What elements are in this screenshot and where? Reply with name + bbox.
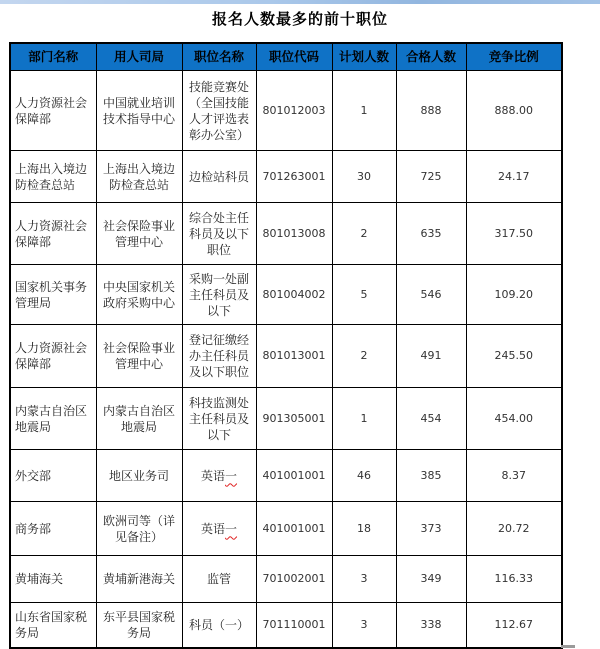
cell-qualified: 373 [396, 502, 466, 556]
cell-ratio: 888.00 [466, 71, 562, 151]
cell-code: 401001001 [256, 502, 332, 556]
spellcheck-squiggle: 一 [225, 468, 238, 483]
cell-qualified: 888 [396, 71, 466, 151]
table-row [10, 265, 562, 325]
cell-bureau: 上海出入境边防检查总站 [96, 151, 182, 203]
table-body [10, 71, 562, 648]
cell-dept: 山东省国家税务局 [10, 603, 96, 648]
cell-code: 801012003 [256, 71, 332, 151]
cell-position: 科技监测处主任科员及以下 [182, 388, 256, 450]
cell-planned: 3 [332, 556, 396, 603]
cell-qualified: 635 [396, 203, 466, 265]
cell-planned: 46 [332, 450, 396, 502]
cell-dept: 人力资源社会保障部 [10, 203, 96, 265]
table-row [10, 502, 562, 556]
cell-ratio: 24.17 [466, 151, 562, 203]
cell-bureau: 黄埔新港海关 [96, 556, 182, 603]
window-top-strip [0, 0, 600, 4]
cell-bureau: 内蒙古自治区地震局 [96, 388, 182, 450]
cell-code: 801004002 [256, 265, 332, 325]
cell-position: 边检站科员 [182, 151, 256, 203]
header-cell-code: 职位代码 [256, 43, 332, 71]
cell-dept: 人力资源社会保障部 [10, 71, 96, 151]
cell-bureau: 中国就业培训技术指导中心 [96, 71, 182, 151]
cell-position: 采购一处副主任科员及以下 [182, 265, 256, 325]
cell-position: 监管 [182, 556, 256, 603]
cell-planned: 1 [332, 71, 396, 151]
table-row [10, 151, 562, 203]
cell-position: 英语一 [182, 450, 256, 502]
cell-qualified: 385 [396, 450, 466, 502]
table-row [10, 325, 562, 388]
cell-bureau: 社会保险事业管理中心 [96, 203, 182, 265]
cell-dept: 上海出入境边防检查总站 [10, 151, 96, 203]
cell-ratio: 245.50 [466, 325, 562, 388]
cell-dept: 人力资源社会保障部 [10, 325, 96, 388]
header-cell-dept: 部门名称 [10, 43, 96, 71]
table-row [10, 71, 562, 151]
cell-planned: 18 [332, 502, 396, 556]
table-row [10, 556, 562, 603]
cell-ratio: 8.37 [466, 450, 562, 502]
positions-table [9, 42, 563, 649]
table-header [10, 43, 562, 71]
cell-code: 701263001 [256, 151, 332, 203]
cell-bureau: 地区业务司 [96, 450, 182, 502]
cell-position: 综合处主任科员及以下职位 [182, 203, 256, 265]
cell-ratio: 109.20 [466, 265, 562, 325]
cell-dept: 国家机关事务管理局 [10, 265, 96, 325]
cell-ratio: 112.67 [466, 603, 562, 648]
cell-bureau: 中央国家机关政府采购中心 [96, 265, 182, 325]
cell-qualified: 338 [396, 603, 466, 648]
header-row [10, 43, 562, 71]
spellcheck-squiggle: 一 [225, 521, 238, 536]
header-cell-bureau: 用人司局 [96, 43, 182, 71]
cell-ratio: 454.00 [466, 388, 562, 450]
cell-dept: 内蒙古自治区地震局 [10, 388, 96, 450]
cell-code: 701110001 [256, 603, 332, 648]
header-cell-qualified: 合格人数 [396, 43, 466, 71]
cell-code: 401001001 [256, 450, 332, 502]
table-row [10, 203, 562, 265]
cell-position: 技能竞赛处（全国技能人才评选表彰办公室） [182, 71, 256, 151]
table-row [10, 450, 562, 502]
cell-bureau: 东平县国家税务局 [96, 603, 182, 648]
cell-qualified: 546 [396, 265, 466, 325]
cell-planned: 30 [332, 151, 396, 203]
cell-ratio: 317.50 [466, 203, 562, 265]
cell-code: 801013001 [256, 325, 332, 388]
cell-bureau: 社会保险事业管理中心 [96, 325, 182, 388]
cell-planned: 3 [332, 603, 396, 648]
cell-bureau: 欧洲司等（详见备注） [96, 502, 182, 556]
page-title: 报名人数最多的前十职位 [211, 10, 388, 28]
header-cell-ratio: 竞争比例 [466, 43, 562, 71]
cell-code: 701002001 [256, 556, 332, 603]
cell-ratio: 20.72 [466, 502, 562, 556]
cell-dept: 黄埔海关 [10, 556, 96, 603]
cell-planned: 2 [332, 203, 396, 265]
cell-planned: 5 [332, 265, 396, 325]
cell-position: 英语一 [182, 502, 256, 556]
table-row [10, 388, 562, 450]
cell-dept: 商务部 [10, 502, 96, 556]
cell-qualified: 725 [396, 151, 466, 203]
header-cell-planned: 计划人数 [332, 43, 396, 71]
cell-code: 901305001 [256, 388, 332, 450]
cell-qualified: 454 [396, 388, 466, 450]
cell-qualified: 491 [396, 325, 466, 388]
cell-qualified: 349 [396, 556, 466, 603]
cell-ratio: 116.33 [466, 556, 562, 603]
table-row [10, 603, 562, 648]
header-cell-position: 职位名称 [182, 43, 256, 71]
cell-code: 801013008 [256, 203, 332, 265]
cell-position: 科员（一） [182, 603, 256, 648]
cell-planned: 1 [332, 388, 396, 450]
cell-planned: 2 [332, 325, 396, 388]
cell-position: 登记征缴经办主任科员及以下职位 [182, 325, 256, 388]
cell-dept: 外交部 [10, 450, 96, 502]
